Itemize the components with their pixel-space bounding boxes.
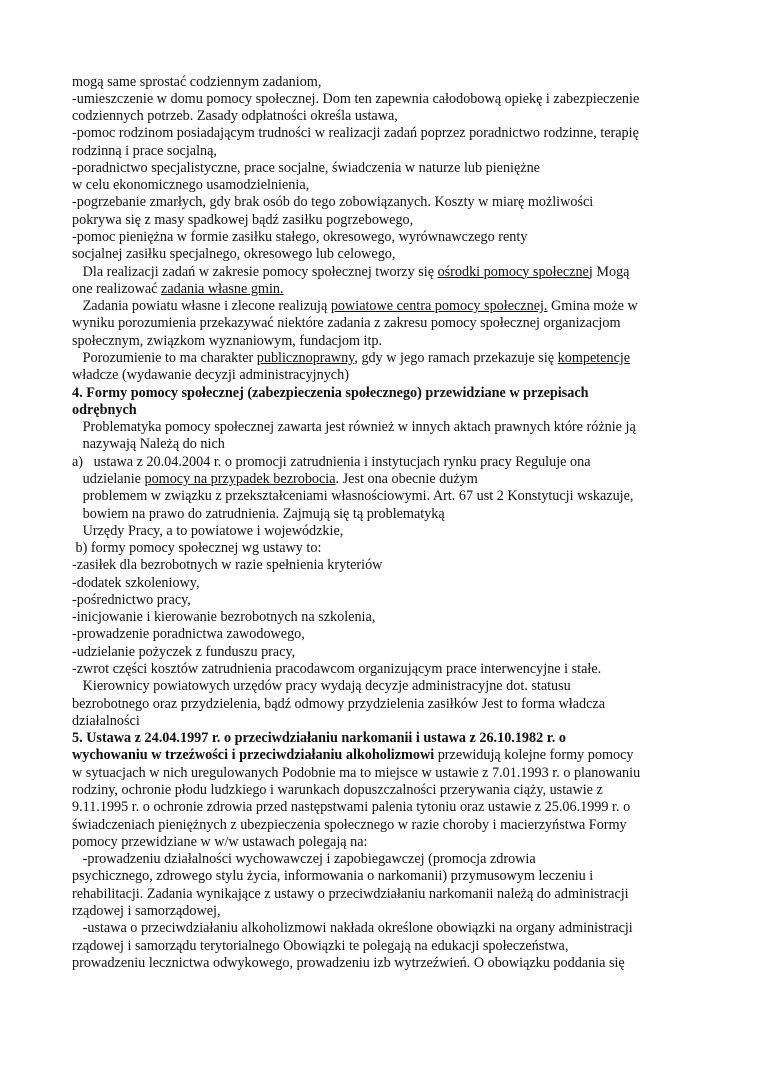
text-line: społecznym, związkom wyznaniowym, fundacjom itp. xyxy=(72,332,383,349)
underlined-term: pomocy na przypadek bezrobocia xyxy=(144,470,336,487)
text-run: Dla realizacji zadań w zakresie pomocy społecznej tworzy się xyxy=(72,263,438,280)
text-line xyxy=(72,297,638,315)
text-line: pokrywa się z masy spadkowej bądź zasiłku pogrzebowego, xyxy=(72,211,414,228)
text-line xyxy=(72,746,634,764)
underlined-term: kompetencje xyxy=(557,349,631,366)
text-line xyxy=(72,729,566,747)
underlined-term: zadania własne gmin. xyxy=(161,280,284,297)
text-run: Zadania powiatu własne i zlecone realizują xyxy=(72,298,331,315)
text-run: , gdy w jego ramach przekazuje się xyxy=(354,349,558,366)
text-run: przewidują kolejne formy pomocy xyxy=(434,747,634,764)
text-run: one realizować xyxy=(72,280,162,297)
text-line: nazywają Należą do nich xyxy=(72,436,225,453)
text-run: . Jest ona obecnie dużym xyxy=(335,470,478,487)
text-run: Porozumienie to ma charakter xyxy=(72,349,257,366)
text-line: rządowej i samorządowej, xyxy=(72,902,221,919)
text-line: -pogrzebanie zmarłych, gdy brak osób do tego zobowiązanych. Koszty w miarę możliwości xyxy=(72,194,594,211)
text-line: -zwrot części kosztów zatrudnienia pracodawcom organizującym prace interwencyjne i stałe. xyxy=(72,661,602,678)
text-line: psychicznego, zdrowego stylu życia, informowania o narkomanii) przymusowym leczeniu i xyxy=(72,868,594,885)
text-line xyxy=(72,263,629,281)
text-line: Problematyka pomocy społecznej zawarta jest również w innych aktach prawnych które różnie ją xyxy=(72,419,636,436)
text-line xyxy=(72,280,284,298)
text-line: działalności xyxy=(72,712,140,729)
text-line: rodzinną i prace socjalną, xyxy=(72,142,217,159)
text-line: -inicjowanie i kierowanie bezrobotnych na szkolenia, xyxy=(72,609,376,626)
text-line: bowiem na prawo do zatrudnienia. Zajmują się tą problematyką xyxy=(72,505,445,522)
text-line: -umieszczenie w domu pomocy społecznej. Dom ten zapewnia całodobową opiekę i zabezpieczenie xyxy=(72,90,640,107)
text-line xyxy=(72,384,589,402)
text-line: wyniku porozumienia przekazywać niektóre zadania z zakresu pomocy społecznej organizacjom xyxy=(72,315,621,332)
text-run: Mogą xyxy=(592,263,630,280)
text-line: Kierownicy powiatowych urzędów pracy wydają decyzje administracyjne dot. statusu xyxy=(72,678,571,695)
text-line: -zasiłek dla bezrobotnych w razie spełnienia kryteriów xyxy=(72,557,383,574)
text-line: -ustawa o przeciwdziałaniu alkoholizmowi nakłada określone obowiązki na organy administracji xyxy=(72,920,633,937)
text-line: socjalnej zasiłku specjalnego, okresowego lub celowego, xyxy=(72,246,396,263)
text-line: codziennych potrzeb. Zasady odpłatności określa ustawa, xyxy=(72,108,398,125)
text-line: Urzędy Pracy, a to powiatowe i wojewódzkie, xyxy=(72,522,344,539)
section-heading: 4. Formy pomocy społecznej (zabezpieczenia społecznego) przewidziane w przepisach xyxy=(72,384,589,401)
text-line: -pośrednictwo pracy, xyxy=(72,591,191,608)
text-line: -pomoc rodzinom posiadającym trudności w realizacji zadań poprzez poradnictwo rodzinne, terapię xyxy=(72,125,639,142)
underlined-term: publicznoprawny xyxy=(256,349,355,366)
text-line xyxy=(72,401,137,419)
text-line: pomocy przewidziane w w/w ustawach polegają na: xyxy=(72,833,368,850)
text-line: władcze (wydawanie decyzji administracyjnych) xyxy=(72,367,349,384)
text-line: -pomoc pieniężna w formie zasiłku stałego, okresowego, wyrównawczego renty xyxy=(72,229,528,246)
text-line: prowadzeniu lecznictwa odwykowego, prowadzeniu izb wytrzeźwień. O obowiązku poddania się xyxy=(72,954,625,971)
text-line: b) formy pomocy społecznej wg ustawy to: xyxy=(72,540,322,557)
text-line: -dodatek szkoleniowy, xyxy=(72,574,200,591)
section-heading: 5. Ustawa z 24.04.1997 r. o przeciwdziałaniu narkomanii i ustawa z 26.10.1982 r. o xyxy=(72,730,566,747)
text-line: -udzielanie pożyczek z funduszu pracy, xyxy=(72,643,296,660)
text-line: bezrobotnego oraz przydzielenia, bądź odmowy przydzielenia zasiłków Jest to forma władcza xyxy=(72,695,605,712)
text-line: rehabilitacji. Zadania wynikające z ustawy o przeciwdziałaniu narkomanii należą do administracji xyxy=(72,885,629,902)
text-line: -prowadzeniu działalności wychowawczej i zapobiegawczej (promocja zdrowia xyxy=(72,851,536,868)
text-line: -prowadzenie poradnictwa zawodowego, xyxy=(72,626,305,643)
text-line: mogą same sprostać codziennym zadaniom, xyxy=(72,73,322,90)
text-line: w sytuacjach w nich uregulowanych Podobnie ma to miejsce w ustawie z 7.01.1993 r. o planowaniu xyxy=(72,764,641,781)
text-run: udzielanie xyxy=(72,470,145,487)
underlined-term: ośrodki pomocy społecznej xyxy=(437,263,593,280)
text-line: -poradnictwo specjalistyczne, prace socjalne, świadczenia w naturze lub pieniężne xyxy=(72,159,540,176)
text-line: świadczeniach pieniężnych z ubezpieczenia społecznego w razie choroby i macierzyństwa Formy xyxy=(72,816,627,833)
underlined-term: powiatowe centra pomocy społecznej. xyxy=(330,298,548,315)
text-line xyxy=(72,349,630,367)
text-line xyxy=(72,470,478,488)
section-heading: odrębnych xyxy=(72,401,137,418)
text-line: a) ustawa z 20.04.2004 r. o promocji zatrudnienia i instytucjach rynku pracy Reguluje ona xyxy=(72,453,591,470)
text-line: problemem w związku z przekształceniami własnościowymi. Art. 67 ust 2 Konstytucji wskazuje, xyxy=(72,488,634,505)
text-run: Gmina może w xyxy=(547,298,638,315)
section-heading: wychowaniu w trzeźwości i przeciwdziałaniu alkoholizmowi xyxy=(72,747,435,764)
text-line: 9.11.1995 r. o ochronie zdrowia przed następstwami palenia tytoniu oraz ustawie z 25.06.1999 r. o xyxy=(72,799,631,816)
text-line: rodziny, ochronie płodu ludzkiego i warunkach dopuszczalności przerywania ciąży, ustawie z xyxy=(72,781,603,798)
text-line: w celu ekonomicznego usamodzielnienia, xyxy=(72,177,310,194)
text-line: rządowej i samorządu terytorialnego Obowiązki te polegają na edukacji społeczeństwa, xyxy=(72,937,569,954)
